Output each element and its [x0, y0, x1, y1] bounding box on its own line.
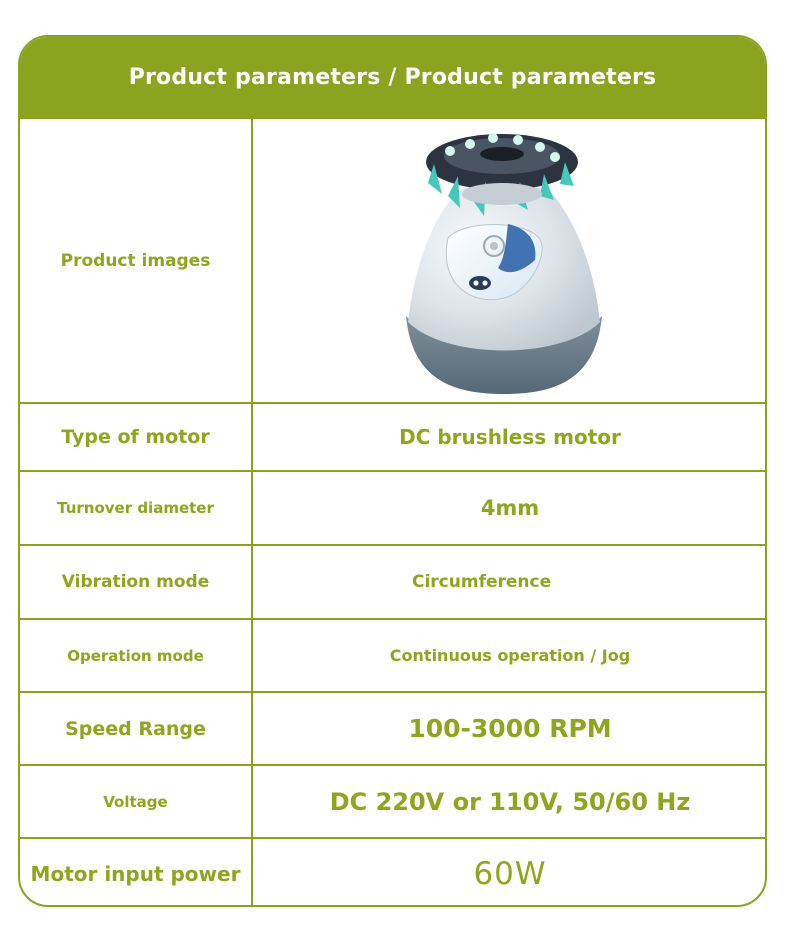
- row-label-voltage: Voltage: [20, 766, 253, 837]
- table-row-motor-input-power: [20, 839, 765, 907]
- table-row-speed-range: [20, 693, 765, 766]
- row-value-turnover-diameter: 4mm: [480, 496, 540, 520]
- row-label-type-of-motor: Type of motor: [20, 404, 253, 470]
- row-value-speed-range: 100-3000 RPM: [408, 714, 612, 743]
- row-value-product-images: [253, 119, 767, 402]
- row-value-operation-mode: Continuous operation / Jog: [389, 646, 631, 665]
- table-row-product-images: [20, 119, 765, 404]
- row-value-voltage: DC 220V or 110V, 50/60 Hz: [329, 787, 691, 816]
- row-value-type-of-motor: DC brushless motor: [399, 425, 621, 449]
- row-value-vibration-mode: Circumference: [412, 572, 552, 592]
- row-value-motor-input-power: 60W: [473, 856, 547, 892]
- product-parameters-table: [18, 35, 767, 907]
- product-image: [394, 126, 614, 396]
- table-header-title: Product parameters / Product parameters: [20, 37, 765, 119]
- table-row-operation-mode: [20, 620, 765, 693]
- table-row-type-of-motor: [20, 404, 765, 472]
- row-label-turnover-diameter: Turnover diameter: [20, 472, 253, 544]
- row-label-motor-input-power: Motor input power: [20, 839, 253, 907]
- row-label-speed-range: Speed Range: [20, 693, 253, 764]
- table-row-vibration-mode: [20, 546, 765, 620]
- row-label-operation-mode: Operation mode: [20, 620, 253, 691]
- table-row-voltage: [20, 766, 765, 839]
- row-label-product-images: Product images: [20, 119, 253, 402]
- row-label-vibration-mode: Vibration mode: [20, 546, 253, 618]
- table-row-turnover-diameter: [20, 472, 765, 546]
